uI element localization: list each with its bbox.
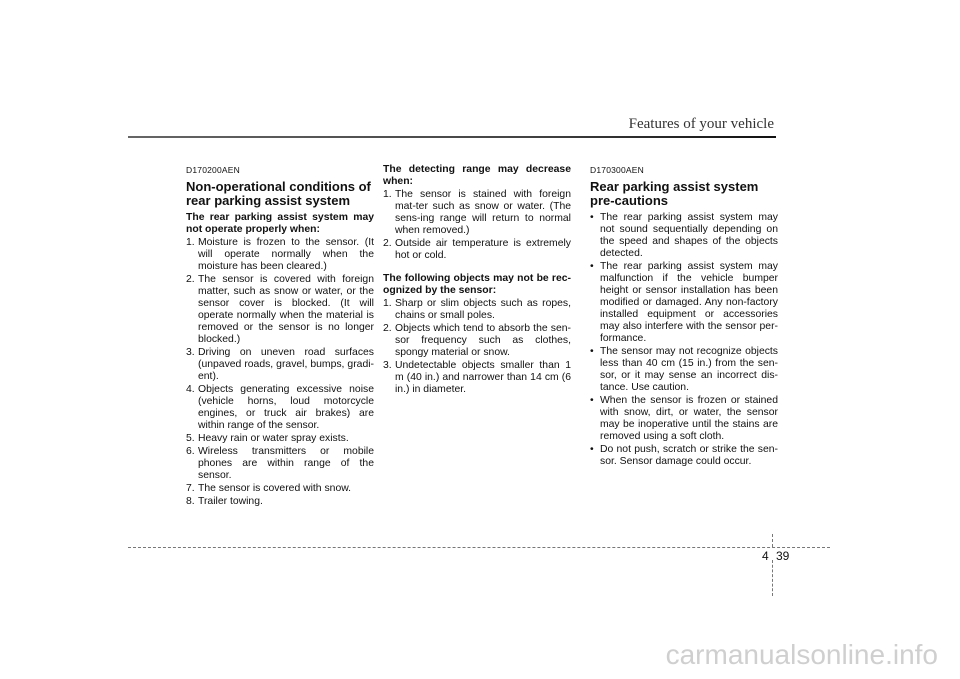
item-number: 3. xyxy=(186,347,195,358)
page-marker-line xyxy=(772,560,773,596)
item-text: Heavy rain or water spray exists. xyxy=(198,433,349,444)
page-marker-line xyxy=(772,534,773,547)
header-rule xyxy=(128,136,776,138)
precaution-list xyxy=(590,212,778,468)
list-item xyxy=(590,444,778,468)
list-item xyxy=(186,384,374,432)
list-item xyxy=(186,274,374,346)
list-item xyxy=(186,347,374,383)
section-intro: The rear parking assist system may not operate properly when: xyxy=(186,212,374,235)
list-item xyxy=(186,446,374,482)
list-item xyxy=(590,261,778,345)
item-text: Wireless transmitters or mobile phones are within range of the sensor. xyxy=(198,446,374,481)
unrecognized-objects-heading: The following objects may not be rec-ognized by the sensor: xyxy=(383,273,571,296)
item-number: 5. xyxy=(186,433,195,444)
detecting-range-heading: The detecting range may decrease when: xyxy=(383,164,571,187)
item-number: 6. xyxy=(186,446,195,457)
list-item xyxy=(383,298,571,322)
list-item xyxy=(186,237,374,273)
item-text: Undetectable objects smaller than 1 m (40 in.) and narrower than 14 cm (6 in.) in diameter. xyxy=(395,360,571,395)
bullet-icon: • xyxy=(590,395,594,406)
item-text: Do not push, scratch or strike the sen-sor. Sensor damage could occur. xyxy=(600,444,778,467)
item-text: Sharp or slim objects such as ropes, chains or small poles. xyxy=(395,298,571,321)
item-text: Objects generating excessive noise (vehicle horns, loud motorcycle engines, or truck air brakes) are within range of the sensor. xyxy=(198,384,374,431)
item-text: Objects which tend to absorb the sen-sor frequency such as clothes, spongy material or snow. xyxy=(395,323,571,358)
section-code: D170300AEN xyxy=(590,165,644,175)
page-header-title: Features of your vehicle xyxy=(628,116,774,132)
list-item xyxy=(383,360,571,396)
section-precautions xyxy=(590,164,778,469)
list-item xyxy=(186,483,374,495)
list-item xyxy=(590,212,778,260)
section-heading: Non-operational conditions of rear parking assist system xyxy=(186,179,371,208)
chapter-number: 4 xyxy=(762,549,769,563)
section-code: D170200AEN xyxy=(186,165,240,175)
bullet-icon: • xyxy=(590,261,594,272)
item-text: The rear parking assist system may malfunction if the vehicle bumper height or sensor installation has been modified or damaged. Any non-factory installed equipment or accessories may also interfere with the sensor per-formance. xyxy=(600,261,778,344)
section-detecting-range xyxy=(383,164,571,397)
list-item xyxy=(186,496,374,508)
item-text: The sensor is covered with snow. xyxy=(198,483,352,494)
section-heading: Rear parking assist system pre-cautions xyxy=(590,179,759,208)
bullet-icon: • xyxy=(590,346,594,357)
item-number: 2. xyxy=(383,238,392,249)
watermark: carmanualsonline.info xyxy=(665,639,938,670)
bullet-icon: • xyxy=(590,444,594,455)
list-item xyxy=(186,433,374,445)
item-number: 4. xyxy=(186,384,195,395)
list-item xyxy=(383,189,571,237)
item-number: 1. xyxy=(383,298,392,309)
item-text: The sensor may not recognize objects less than 40 cm (15 in.) from the sen-sor, or it may sense an incorrect dis-tance. Use caution. xyxy=(600,346,778,393)
item-number: 1. xyxy=(383,189,392,200)
page-number: 39 xyxy=(776,549,790,563)
item-number: 3. xyxy=(383,360,392,371)
detecting-range-list xyxy=(383,189,571,262)
item-text: Driving on uneven road surfaces (unpaved roads, gravel, bumps, gradi-ent). xyxy=(198,347,374,382)
item-number: 7. xyxy=(186,483,195,494)
item-number: 2. xyxy=(186,274,195,285)
item-number: 8. xyxy=(186,496,195,507)
unrecognized-objects-list xyxy=(383,298,571,396)
item-text: The rear parking assist system may not sound sequentially depending on the speed and shapes of the objects detected. xyxy=(600,212,778,259)
item-text: Moisture is frozen to the sensor. (It will operate normally when the moisture has been cleared.) xyxy=(198,237,374,272)
footer-rule xyxy=(128,547,830,548)
item-text: Trailer towing. xyxy=(198,496,263,507)
item-text: When the sensor is frozen or stained with snow, dirt, or water, the sensor may be inoperative until the stains are removed using a soft cloth. xyxy=(600,395,778,442)
list-item xyxy=(590,395,778,443)
item-number: 2. xyxy=(383,323,392,334)
item-text: The sensor is stained with foreign mat-ter such as snow or water. (The sens-ing range will return to normal when removed.) xyxy=(395,189,571,236)
list-item xyxy=(590,346,778,394)
item-text: The sensor is covered with foreign matter, such as snow or water, or the sensor cover is blocked. (It will operate normally when the material is removed or the sensor is no longer blocked.) xyxy=(198,274,374,345)
item-text: Outside air temperature is extremely hot or cold. xyxy=(395,238,571,261)
list-item xyxy=(383,238,571,262)
bullet-icon: • xyxy=(590,212,594,223)
item-number: 1. xyxy=(186,237,195,248)
condition-list xyxy=(186,237,374,508)
section-non-operational-conditions xyxy=(186,164,374,509)
list-item xyxy=(383,323,571,359)
